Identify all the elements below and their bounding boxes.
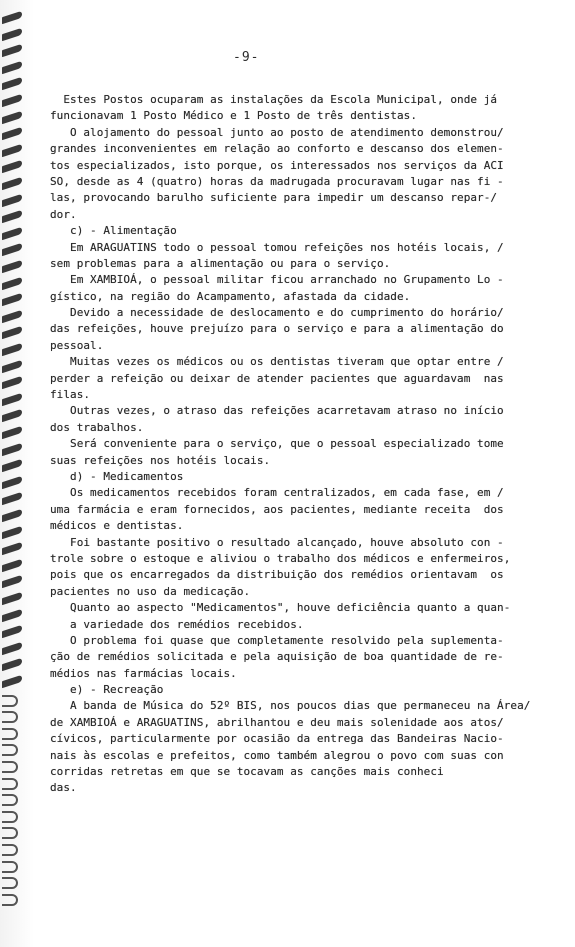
text-line: sem problemas para a alimentação ou para o serviço. xyxy=(50,256,391,270)
binding-ring xyxy=(2,492,22,505)
text-line: das refeições, houve prejuízo para o serviço e para a alimentação do xyxy=(50,322,504,336)
binding-ring xyxy=(2,608,22,621)
binding-ring xyxy=(2,127,22,140)
text-line: Em ARAGUATINS todo o pessoal tomou refeições nos hotéis locais, / xyxy=(50,240,504,254)
binding-ring xyxy=(2,459,22,472)
text-line: gístico, na região do Acampamento, afastada da cidade. xyxy=(50,289,411,303)
binding-ring xyxy=(2,193,22,206)
text-line: perder a refeição ou deixar de atender pacientes que aguardavam nas xyxy=(50,371,504,385)
binding-ring xyxy=(2,744,18,756)
text-line: uma farmácia e eram fornecidos, aos pacientes, mediante receita dos xyxy=(50,502,504,516)
binding-ring xyxy=(2,44,22,57)
binding-ring xyxy=(2,144,22,157)
binding-ring xyxy=(2,778,18,790)
text-line: funcionavam 1 Posto Médico e 1 Posto de três dentistas. xyxy=(50,109,417,123)
text-line: cívicos, particularmente por ocasião da entrega das Bandeiras Nacio- xyxy=(50,732,504,746)
section-heading: d) - Medicamentos xyxy=(50,469,184,483)
binding-ring xyxy=(2,326,22,339)
binding-ring xyxy=(2,11,22,24)
text-line: Será conveniente para o serviço, que o pessoal especializado tome xyxy=(50,437,504,451)
binding-ring xyxy=(2,827,18,839)
text-line: pois que os encarregados da distribuição dos remédios orientavam os xyxy=(50,568,504,582)
binding-ring xyxy=(2,894,18,906)
text-line: Foi bastante positivo o resultado alcançado, houve absoluto con - xyxy=(50,535,504,549)
binding-ring xyxy=(2,177,22,190)
text-line: suas refeições nos hotéis locais. xyxy=(50,453,271,467)
text-line: a variedade dos remédios recebidos. xyxy=(50,617,304,631)
binding-ring xyxy=(2,160,22,173)
text-line: pacientes no uso da medicação. xyxy=(50,584,251,598)
binding-ring xyxy=(2,761,18,773)
text-line: A banda de Música do 52º BIS, nos poucos dias que permaneceu na Área/ xyxy=(50,699,531,713)
text-line: pessoal. xyxy=(50,338,104,352)
body-text xyxy=(50,92,550,797)
binding-ring xyxy=(2,861,18,873)
binding-ring xyxy=(2,426,22,439)
text-line: dor. xyxy=(50,207,77,221)
text-line: O alojamento do pessoal junto ao posto de atendimento demonstrou/ xyxy=(50,125,504,139)
binding-ring xyxy=(2,877,18,889)
binding-ring xyxy=(2,728,18,740)
binding-ring xyxy=(2,642,22,655)
binding-ring xyxy=(2,625,22,638)
page-number: -9- xyxy=(233,50,260,65)
text-line: médicos e dentistas. xyxy=(50,519,184,533)
binding-ring xyxy=(2,844,18,856)
binding-ring xyxy=(2,442,22,455)
binding-ring xyxy=(2,227,22,240)
binding-ring xyxy=(2,559,22,572)
binding-ring xyxy=(2,359,22,372)
binding-ring xyxy=(2,94,22,107)
binding-ring xyxy=(2,409,22,422)
binding-ring xyxy=(2,525,22,538)
binding-ring xyxy=(2,343,22,356)
binding-ring xyxy=(2,376,22,389)
text-line: de XAMBIOÁ e ARAGUATINS, abrilhantou e deu mais solenidade aos atos/ xyxy=(50,715,504,729)
text-line: ção de remédios solicitada e pela aquisição de boa quantidade de re- xyxy=(50,650,504,664)
spiral-binding xyxy=(0,0,34,947)
text-line: trole sobre o estoque e aliviou o trabalho dos médicos e enfermeiros, xyxy=(50,551,511,565)
text-line: dos trabalhos. xyxy=(50,420,144,434)
binding-ring xyxy=(2,476,22,489)
binding-ring xyxy=(2,260,22,273)
binding-ring xyxy=(2,393,22,406)
binding-ring xyxy=(2,811,18,823)
text-line: SO, desde as 4 (quatro) horas da madrugada procuravam lugar nas fi - xyxy=(50,174,504,188)
binding-ring xyxy=(2,675,22,688)
text-line: médios nas farmácias locais. xyxy=(50,666,237,680)
text-line: Muitas vezes os médicos ou os dentistas tiveram que optar entre / xyxy=(50,355,504,369)
text-line: O problema foi quase que completamente resolvido pela suplementa- xyxy=(50,633,504,647)
binding-ring xyxy=(2,658,22,671)
text-line: grandes inconvenientes em relação ao conforto e descanso dos elemen- xyxy=(50,142,504,156)
binding-ring xyxy=(2,27,22,40)
document-page xyxy=(50,48,550,928)
text-line: Em XAMBIOÁ, o pessoal militar ficou arranchado no Grupamento Lo - xyxy=(50,273,504,287)
text-line: Devido a necessidade de deslocamento e do cumprimento do horário/ xyxy=(50,306,504,320)
text-line: Outras vezes, o atraso das refeições acarretavam atraso no início xyxy=(50,404,504,418)
binding-ring xyxy=(2,695,18,707)
binding-ring xyxy=(2,61,22,74)
binding-ring xyxy=(2,542,22,555)
binding-ring xyxy=(2,293,22,306)
binding-ring xyxy=(2,276,22,289)
binding-ring xyxy=(2,243,22,256)
section-heading: e) - Recreação xyxy=(50,683,164,697)
binding-ring xyxy=(2,575,22,588)
text-line: Estes Postos ocuparam as instalações da Escola Municipal, onde já xyxy=(50,93,498,106)
binding-ring xyxy=(2,310,22,323)
text-line: corridas retretas em que se tocavam as canções mais conheci xyxy=(50,765,444,779)
text-line: nais às escolas e prefeitos, como também alegrou o povo com suas con xyxy=(50,748,504,762)
text-line: das. xyxy=(50,781,77,795)
section-heading: c) - Alimentação xyxy=(50,224,177,238)
text-line: Quanto ao aspecto "Medicamentos", houve deficiência quanto a quan- xyxy=(50,601,511,615)
text-line: las, provocando barulho suficiente para impedir um descanso repar-/ xyxy=(50,191,498,205)
text-line: filas. xyxy=(50,388,91,402)
binding-ring xyxy=(2,110,22,123)
binding-ring xyxy=(2,509,22,522)
binding-ring xyxy=(2,794,18,806)
text-line: tos especializados, isto porque, os interessados nos serviços da ACI xyxy=(50,158,504,172)
text-line: Os medicamentos recebidos foram centralizados, em cada fase, em / xyxy=(50,486,504,500)
binding-ring xyxy=(2,77,22,90)
binding-ring xyxy=(2,210,22,223)
binding-ring xyxy=(2,592,22,605)
binding-ring xyxy=(2,711,18,723)
